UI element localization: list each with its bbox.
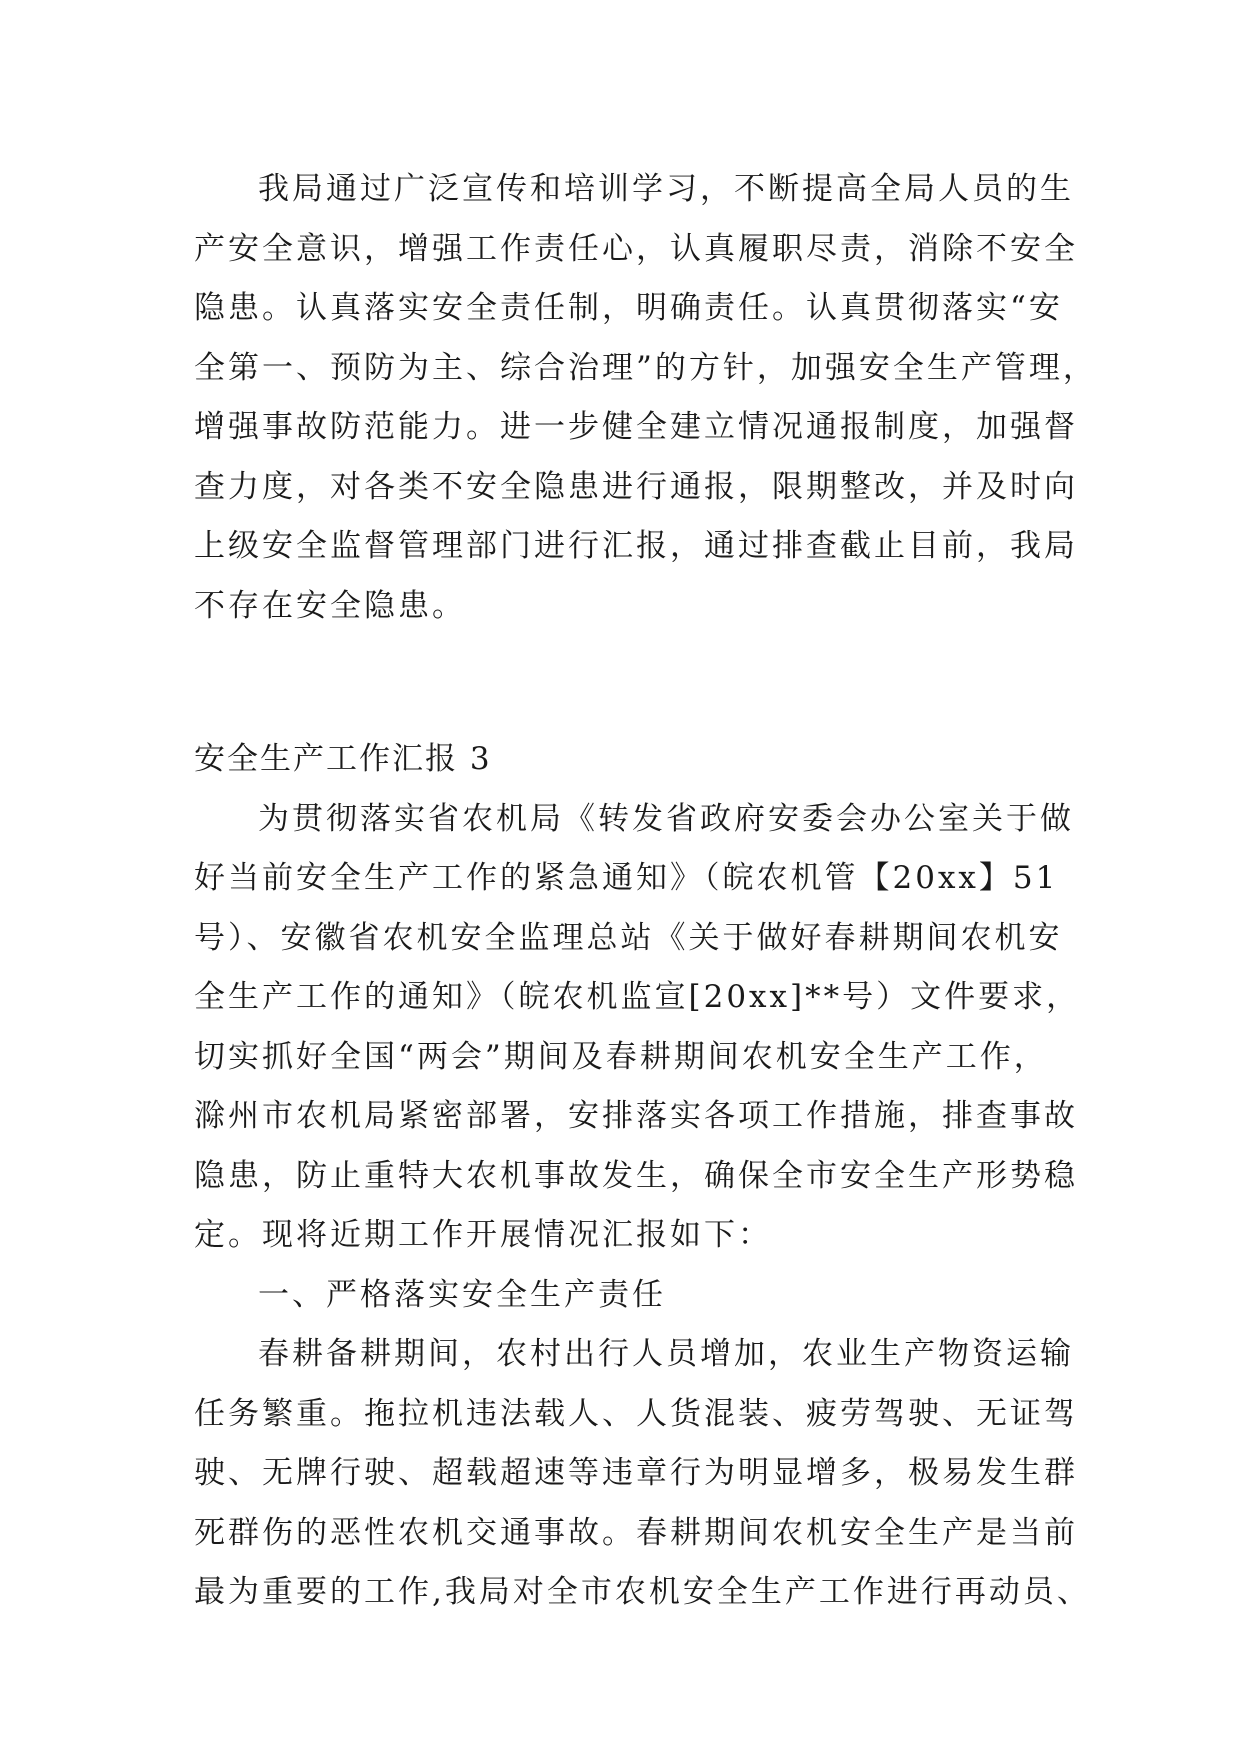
text-line: 查力度，对各类不安全隐患进行通报，限期整改，并及时向: [194, 468, 1078, 505]
section-paragraph: [194, 790, 1081, 1266]
body-paragraph: [194, 1325, 1091, 1623]
text-line: 隐患。认真落实安全责任制，明确责任。认真贯彻落实“安: [194, 290, 1063, 326]
document-body: [194, 160, 1097, 1623]
text-line: 好当前安全生产工作的紧急通知》（皖农机管【20xx】51: [194, 860, 1059, 896]
text-line: 定。现将近期工作开展情况汇报如下：: [194, 1217, 772, 1253]
text-line: 切实抓好全国“两会”期间及春耕期间农机安全生产工作，: [194, 1038, 1048, 1075]
text-line: 驶、无牌行驶、超载超速等违章行为明显增多，极易发生群: [194, 1455, 1078, 1491]
text-line: 滁州市农机局紧密部署，安排落实各项工作措施，排查事故: [194, 1098, 1078, 1134]
text-line: 任务繁重。拖拉机违法载人、人货混装、疲劳驾驶、无证驾: [194, 1395, 1078, 1432]
intro-paragraph: [194, 160, 1097, 636]
section-spacer: [194, 636, 1054, 730]
text-line: 隐患，防止重特大农机事故发生，确保全市安全生产形势稳: [194, 1157, 1078, 1194]
text-line: 上级安全监督管理部门进行汇报，通过排查截止目前，我局: [194, 528, 1078, 564]
text-line: 增强事故防范能力。进一步健全建立情况通报制度，加强督: [194, 409, 1078, 445]
subheading: 一、严格落实安全生产责任: [258, 1276, 666, 1313]
text-line: 为贯彻落实省农机局《转发省政府安委会办公室关于做: [258, 800, 1074, 837]
text-line: 全生产工作的通知》（皖农机监宣[20xx]**号）文件要求，: [194, 979, 1081, 1015]
text-line: 我局通过广泛宣传和培训学习，不断提高全局人员的生: [258, 171, 1074, 207]
text-line: 死群伤的恶性农机交通事故。春耕期间农机安全生产是当前: [194, 1514, 1078, 1551]
text-line: 全第一、预防为主、综合治理”的方针，加强安全生产管理，: [194, 349, 1097, 386]
section-title: 安全生产工作汇报 3: [194, 741, 492, 777]
text-line: 春耕备耕期间，农村出行人员增加，农业生产物资运输: [258, 1336, 1074, 1372]
text-line: 产安全意识，增强工作责任心，认真履职尽责，消除不安全: [194, 230, 1078, 267]
text-line: 号）、安徽省农机安全监理总站《关于做好春耕期间农机安: [194, 919, 1063, 956]
text-line: 最为重要的工作,我局对全市农机安全生产工作进行再动员、: [194, 1574, 1091, 1610]
text-line: 不存在安全隐患。: [194, 587, 466, 624]
